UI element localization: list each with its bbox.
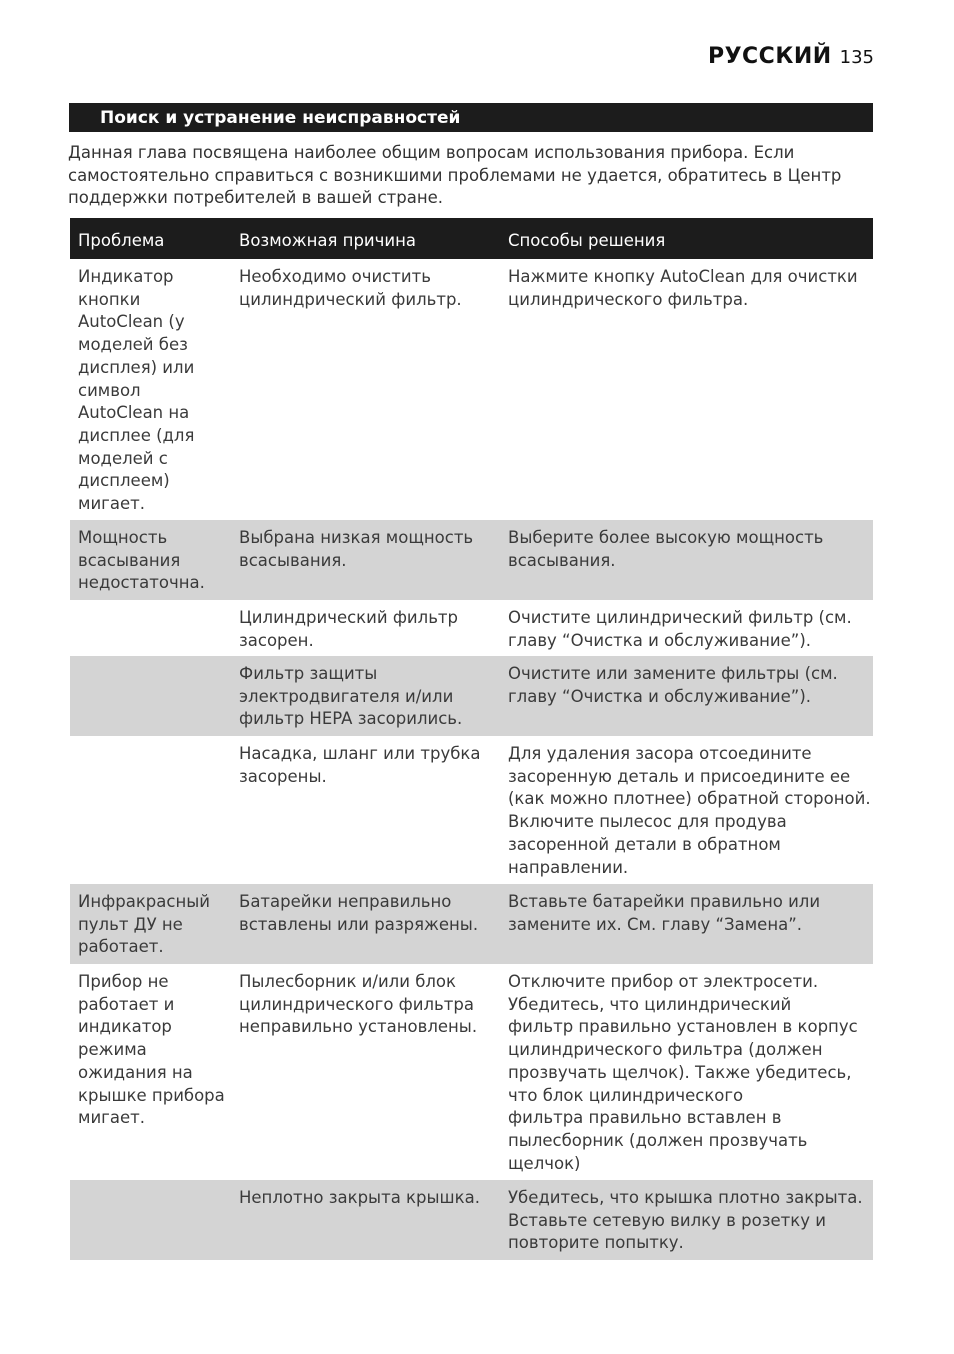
intro-paragraph: Данная глава посвящена наиболее общим вопросам использования прибора. Если самостоятельно справиться с возникшими проблемами не удается, обратитесь в Центр поддержки потребителей в вашей стране. bbox=[68, 143, 842, 208]
cell-cause: Батарейки неправильно вставлены или разряжены. bbox=[239, 892, 479, 934]
cell-cause: Выбрана низкая мощность всасывания. bbox=[239, 528, 474, 570]
page-number: 135 bbox=[839, 47, 874, 68]
language-title: РУССКИЙ bbox=[707, 44, 832, 69]
cell-cause: Необходимо очистить цилиндрический фильтр. bbox=[239, 267, 462, 309]
table-row bbox=[70, 259, 873, 520]
troubleshooting-table bbox=[70, 218, 873, 1260]
cell-problem: Мощность всасывания недостаточна. bbox=[78, 528, 205, 593]
section-heading-bar bbox=[69, 103, 873, 132]
column-header-solution: Способы решения bbox=[508, 231, 666, 250]
cell-problem: Инфракрасный пульт ДУ не работает. bbox=[78, 892, 210, 957]
cell-solution: Очистите цилиндрический фильтр (см. главу “Очистка и обслуживание”). bbox=[508, 608, 852, 650]
cell-cause: Насадка, шланг или трубка засорены. bbox=[239, 744, 481, 786]
table-row bbox=[70, 656, 873, 736]
cell-cause: Фильтр защиты электродвигателя и/или фильтр HEPA засорились. bbox=[239, 664, 463, 729]
table-row bbox=[70, 964, 873, 1180]
cell-solution: Отключите прибор от электросети. Убедитесь, что цилиндрический фильтр правильно установлен в корпус цилиндрического фильтра (должен прозвучать щелчок). Также убедитесь, что блок цилиндрического фильтра правильно вставлен в пылесборник (должен прозвучать щелчок) bbox=[508, 972, 858, 1173]
cell-solution: Выберите более высокую мощность всасывания. bbox=[508, 528, 824, 570]
column-header-cause: Возможная причина bbox=[239, 231, 417, 250]
cell-cause: Неплотно закрыта крышка. bbox=[239, 1188, 480, 1207]
cell-solution: Вставьте батарейки правильно или замените их. См. главу “Замена”. bbox=[508, 892, 821, 934]
section-title: Поиск и устранение неисправностей bbox=[100, 108, 461, 128]
page-header bbox=[708, 44, 874, 78]
cell-problem: Прибор не работает и индикатор режима ожидания на крышке прибора мигает. bbox=[78, 972, 225, 1128]
cell-solution: Нажмите кнопку AutoClean для очистки цилиндрического фильтра. bbox=[508, 267, 858, 309]
cell-solution: Убедитесь, что крышка плотно закрыта. Вставьте сетевую вилку в розетку и повторите попытку. bbox=[508, 1188, 863, 1253]
cell-cause: Пылесборник и/или блок цилиндрического фильтра неправильно установлены. bbox=[239, 972, 478, 1037]
table-row bbox=[70, 1180, 873, 1260]
table-row bbox=[70, 600, 873, 656]
column-header-problem: Проблема bbox=[78, 231, 165, 250]
table-row bbox=[70, 520, 873, 600]
cell-problem: Индикатор кнопки AutoClean (у моделей без дисплея) или символ AutoClean на дисплее (для моделей с дисплеем) мигает. bbox=[78, 267, 195, 514]
table-row bbox=[70, 736, 873, 884]
cell-solution: Для удаления засора отсоедините засоренную деталь и присоедините ее (как можно плотнее) обратной стороной. Включите пылесос для продува засоренной детали в обратном направлении. bbox=[508, 744, 871, 877]
table-header bbox=[70, 218, 873, 259]
table-row bbox=[70, 884, 873, 964]
cell-solution: Очистите или замените фильтры (см. главу “Очистка и обслуживание”). bbox=[508, 664, 838, 706]
cell-cause: Цилиндрический фильтр засорен. bbox=[239, 608, 459, 650]
